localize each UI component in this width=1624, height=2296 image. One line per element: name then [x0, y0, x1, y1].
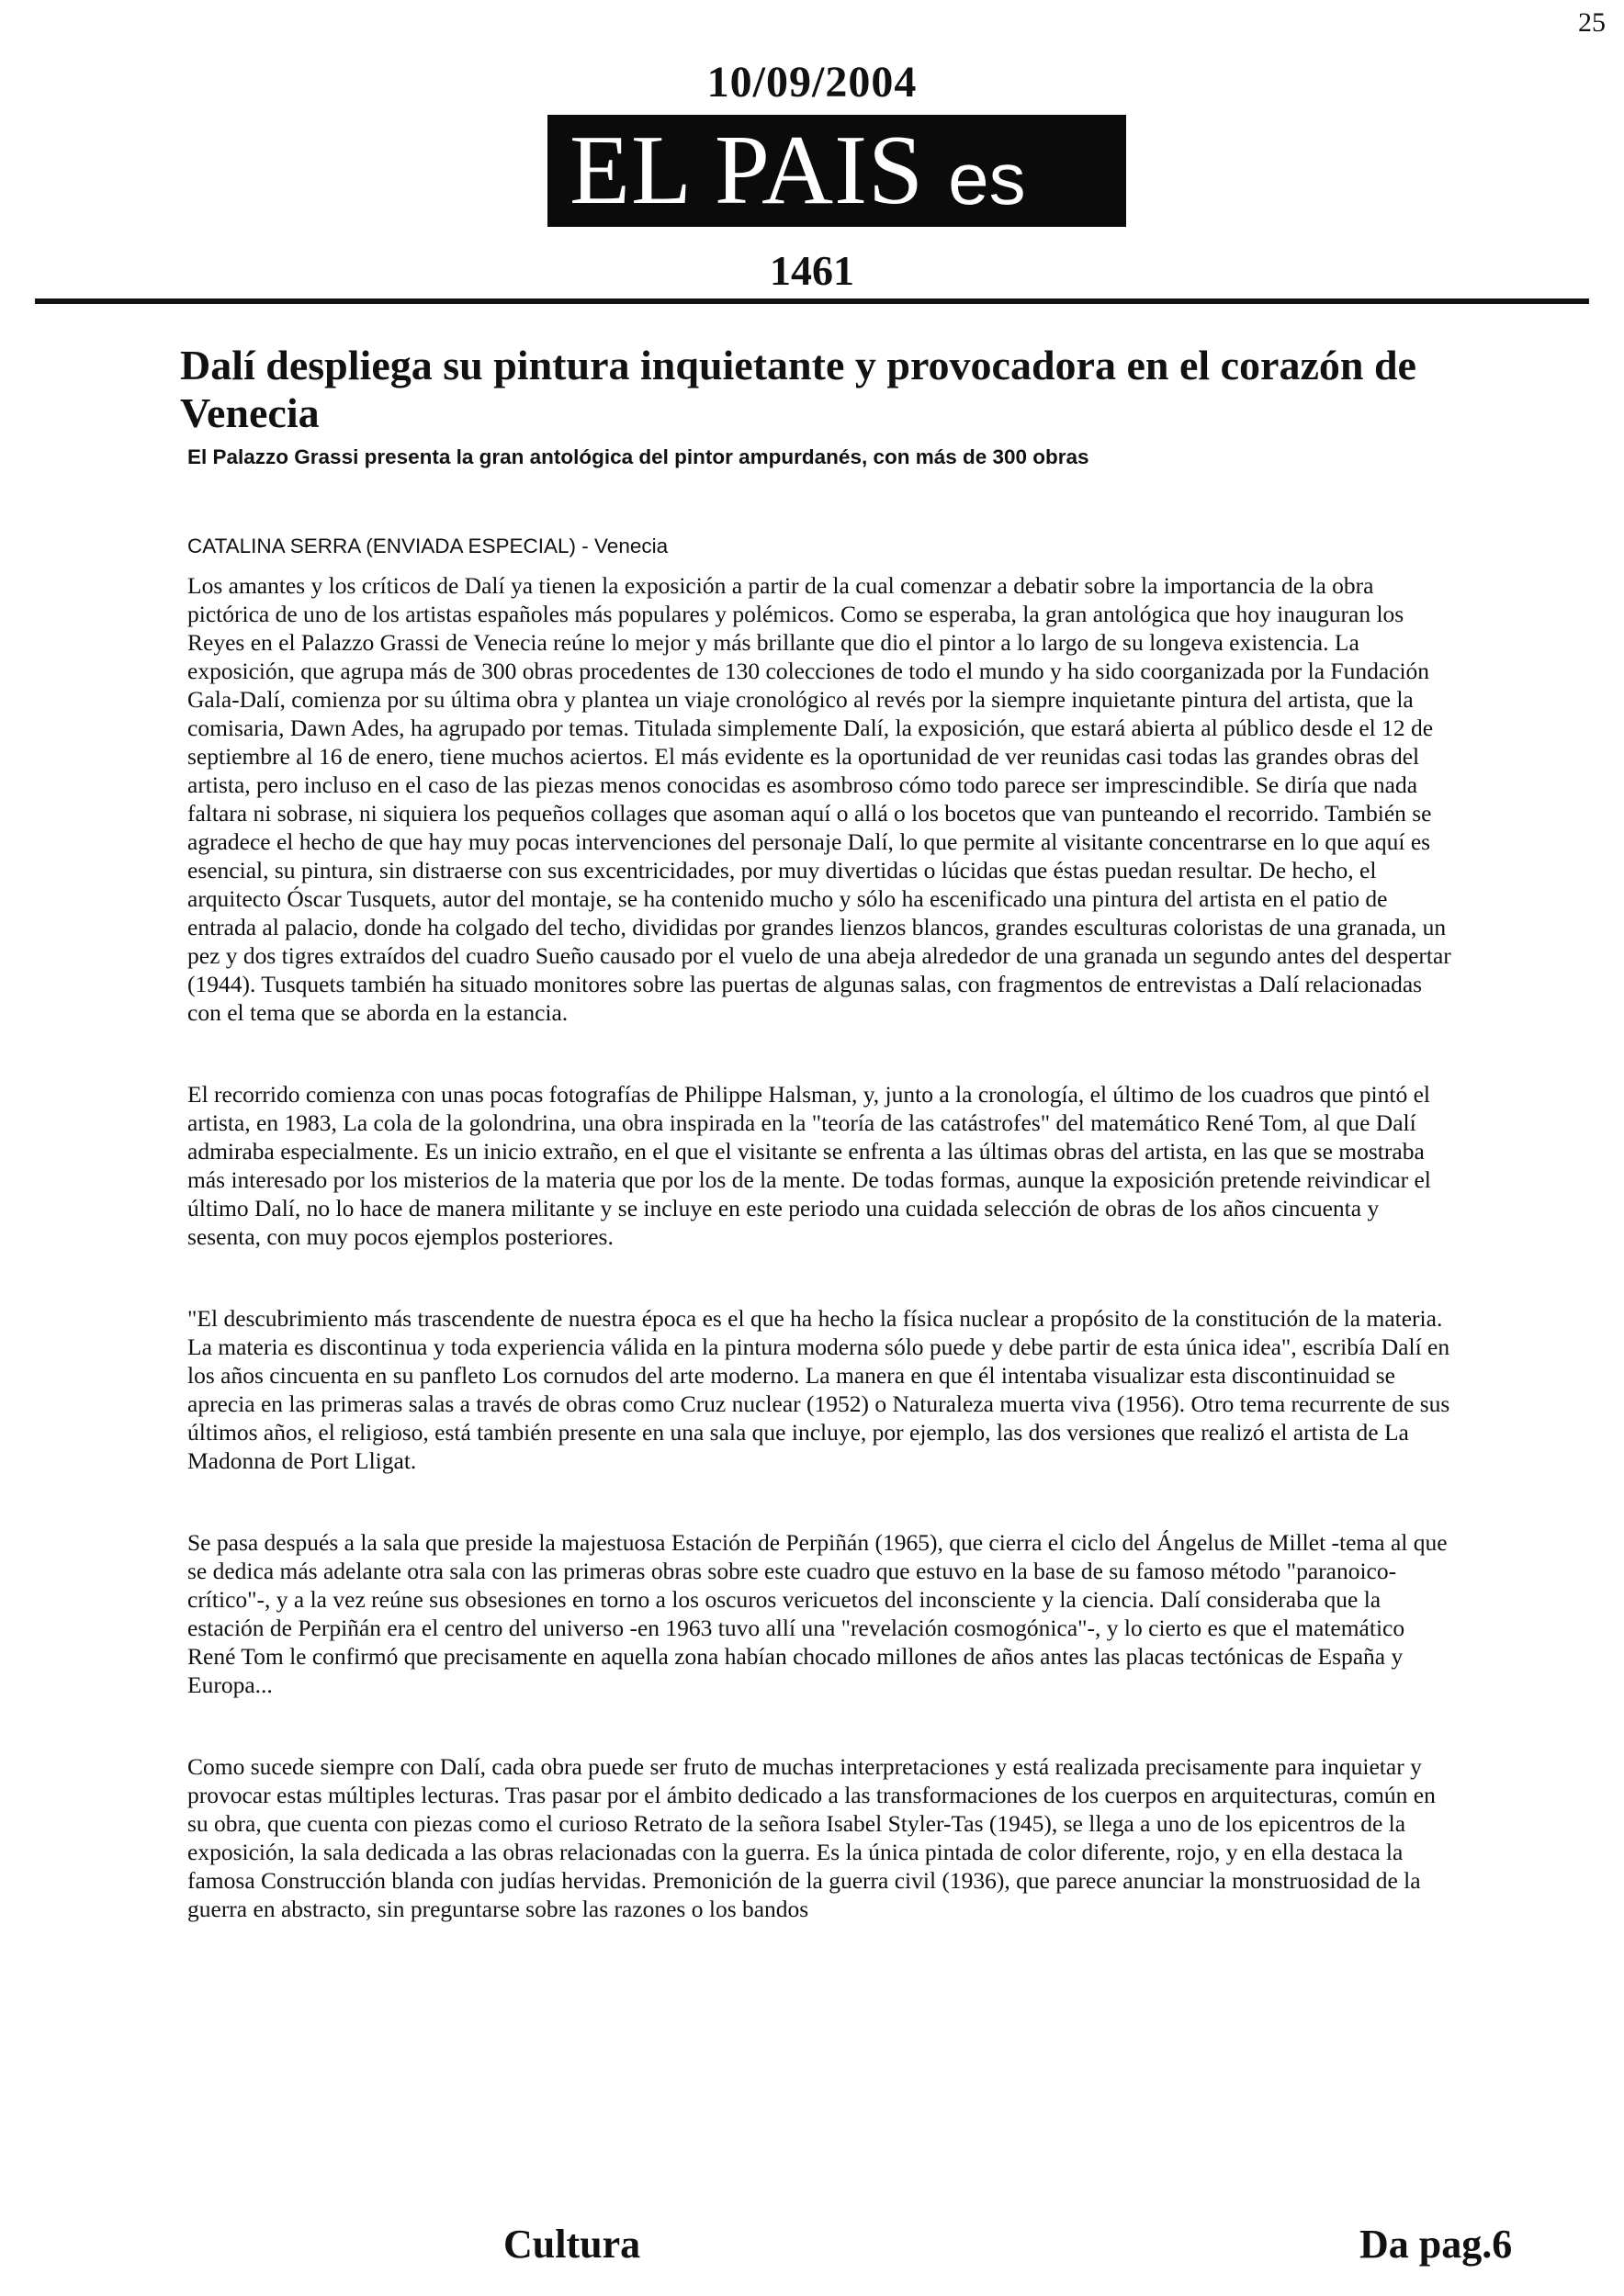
- article-paragraph: "El descubrimiento más trascendente de nuestra época es el que ha hecho la física nuclear a propósito de la constitución de la materia. La materia es discontinua y toda experiencia válida en la pintura moderna sólo puede y debe partir de esta única idea", escribía Dalí en los años cincuenta en su panfleto Los cornudos del arte moderno. La manera en que él intentaba visualizar esta discontinuidad se aprecia en las primeras salas a través de obras como Cruz nuclear (1952) o Naturaleza muerta viva (1956). Otro tema recurrente de sus últimos años, el religioso, está también presente en una sala que incluye, por ejemplo, las dos versiones que realizó el artista de La Madonna de Port Lligat.: [187, 1305, 1450, 1474]
- issue-number: 1461: [770, 247, 854, 294]
- section-name: Cultura: [503, 2222, 641, 2267]
- article-byline: CATALINA SERRA (ENVIADA ESPECIAL) - Venecia: [187, 535, 669, 557]
- header-divider: [35, 298, 1589, 304]
- article-paragraph: El recorrido comienza con unas pocas fotografías de Philippe Halsman, y, junto a la cronología, el último de los cuadros que pintó el artista, en 1983, La cola de la golondrina, una obra inspirada en la "teoría de las catástrofes" del matemático René Tom, al que Dalí admiraba especialmente. Es un inicio extraño, en el que el visitante se enfrenta a las últimas obras del artista, en las que se mostraba más interesado por los misterios de la materia que por los de la mente. De todas formas, aunque la exposición pretende reivindicar el último Dalí, no lo hace de manera militante y se incluye en este periodo una cuidada selección de obras de los años cincuenta y sesenta, con muy pocos ejemplos posteriores.: [187, 1081, 1431, 1250]
- article-paragraph: Se pasa después a la sala que preside la majestuosa Estación de Perpiñán (1965), que cierra el ciclo del Ángelus de Millet -tema al que se dedica más adelante otra sala con las primeras obras sobre este cuadro que estuvo en la base de su famoso método "paranoico-crítico"-, y a la vez reúne sus obsesiones en torno a los oscuros vericuetos del inconsciente y la ciencia. Dalí consideraba que la estación de Perpiñán era el centro del universo -en 1963 tuvo allí una "revelación cosmogónica"-, y lo cierto es que el matemático René Tom le confirmó que precisamente en aquella zona habían chocado millones de años antes las placas tectónicas de España y Europa...: [187, 1529, 1448, 1698]
- continued-from-page: Da pag.6: [1359, 2222, 1513, 2267]
- article-headline: Dalí despliega su pintura inquietante y provocadora en el corazón de Venecia: [180, 342, 1416, 436]
- logo-suffix-text: es: [948, 138, 1026, 219]
- publication-date: 10/09/2004: [706, 58, 918, 107]
- article-paragraph: Como sucede siempre con Dalí, cada obra puede ser fruto de muchas interpretaciones y está realizada precisamente para inquietar y provocar estas múltiples lecturas. Tras pasar por el ámbito dedicado a las transformaciones de los cuerpos en arquitecturas, común en su obra, que cuenta con piezas como el curioso Retrato de la señora Isabel Styler-Tas (1945), se llega a uno de los epicentros de la exposición, la sala dedicada a las obras relacionadas con la guerra. Es la única pintada de color diferente, rojo, y en ella destaca la famosa Construcción blanda con judías hervidas. Premonición de la guerra civil (1936), que parece anunciar la monstruosidad de la guerra en abstracto, sin preguntarse sobre las razones o los bandos: [187, 1753, 1436, 1922]
- el-pais-logo: [547, 115, 1126, 227]
- logo-main-text: EL PAIS: [570, 116, 925, 225]
- article-subheadline: El Palazzo Grassi presenta la gran antológica del pintor ampurdanés, con más de 300 obras: [187, 445, 1089, 468]
- article-body: [187, 571, 1455, 1923]
- article-paragraph: Los amantes y los críticos de Dalí ya tienen la exposición a partir de la cual comenzar a debatir sobre la importancia de la obra pictórica de uno de los artistas españoles más populares y polémicos. Como se esperaba, la gran antológica que hoy inauguran los Reyes en el Palazzo Grassi de Venecia reúne lo mejor y más brillante que dio el pintor a lo largo de su longeva existencia. La exposición, que agrupa más de 300 obras procedentes de 130 colecciones de todo el mundo y ha sido coorganizada por la Fundación Gala-Dalí, comienza por su última obra y plantea un viaje cronológico al revés por la siempre inquietante pintura del artista, que la comisaria, Dawn Ades, ha agrupado por temas. Titulada simplemente Dalí, la exposición, que estará abierta al público desde el 12 de septiembre al 16 de enero, tiene muchos aciertos. El más evidente es la oportunidad de ver reunidas casi todas las grandes obras del artista, pero incluso en el caso de las piezas menos conocidas es asombroso cómo todo parece ser imprescindible. Se diría que nada faltara ni sobrase, ni siquiera los pequeños collages que asoman aquí o allá o los bocetos que van punteando el recorrido. También se agradece el hecho de que hay muy pocas intervenciones del personaje Dalí, lo que permite al visitante concentrarse en lo que aquí es esencial, su pintura, sin distraerse con sus excentricidades, por muy divertidas o lúcidas que éstas puedan resultar. De hecho, el arquitecto Óscar Tusquets, autor del montaje, se ha contenido mucho y sólo ha escenificado una pintura del artista en el patio de entrada al palacio, donde ha colgado del techo, divididas por grandes lienzos blancos, grandes esculturas coloristas de una granada, un pez y dos tigres extraídos del cuadro Sueño causado por el vuelo de una abeja alrededor de una granada un segundo antes del despertar (1944). Tusquets también ha situado monitores sobre las puertas de algunas salas, con fragmentos de entrevistas a Dalí relacionadas con el tema que se aborda en la estancia.: [187, 572, 1451, 1026]
- page-number: 25: [1578, 7, 1606, 38]
